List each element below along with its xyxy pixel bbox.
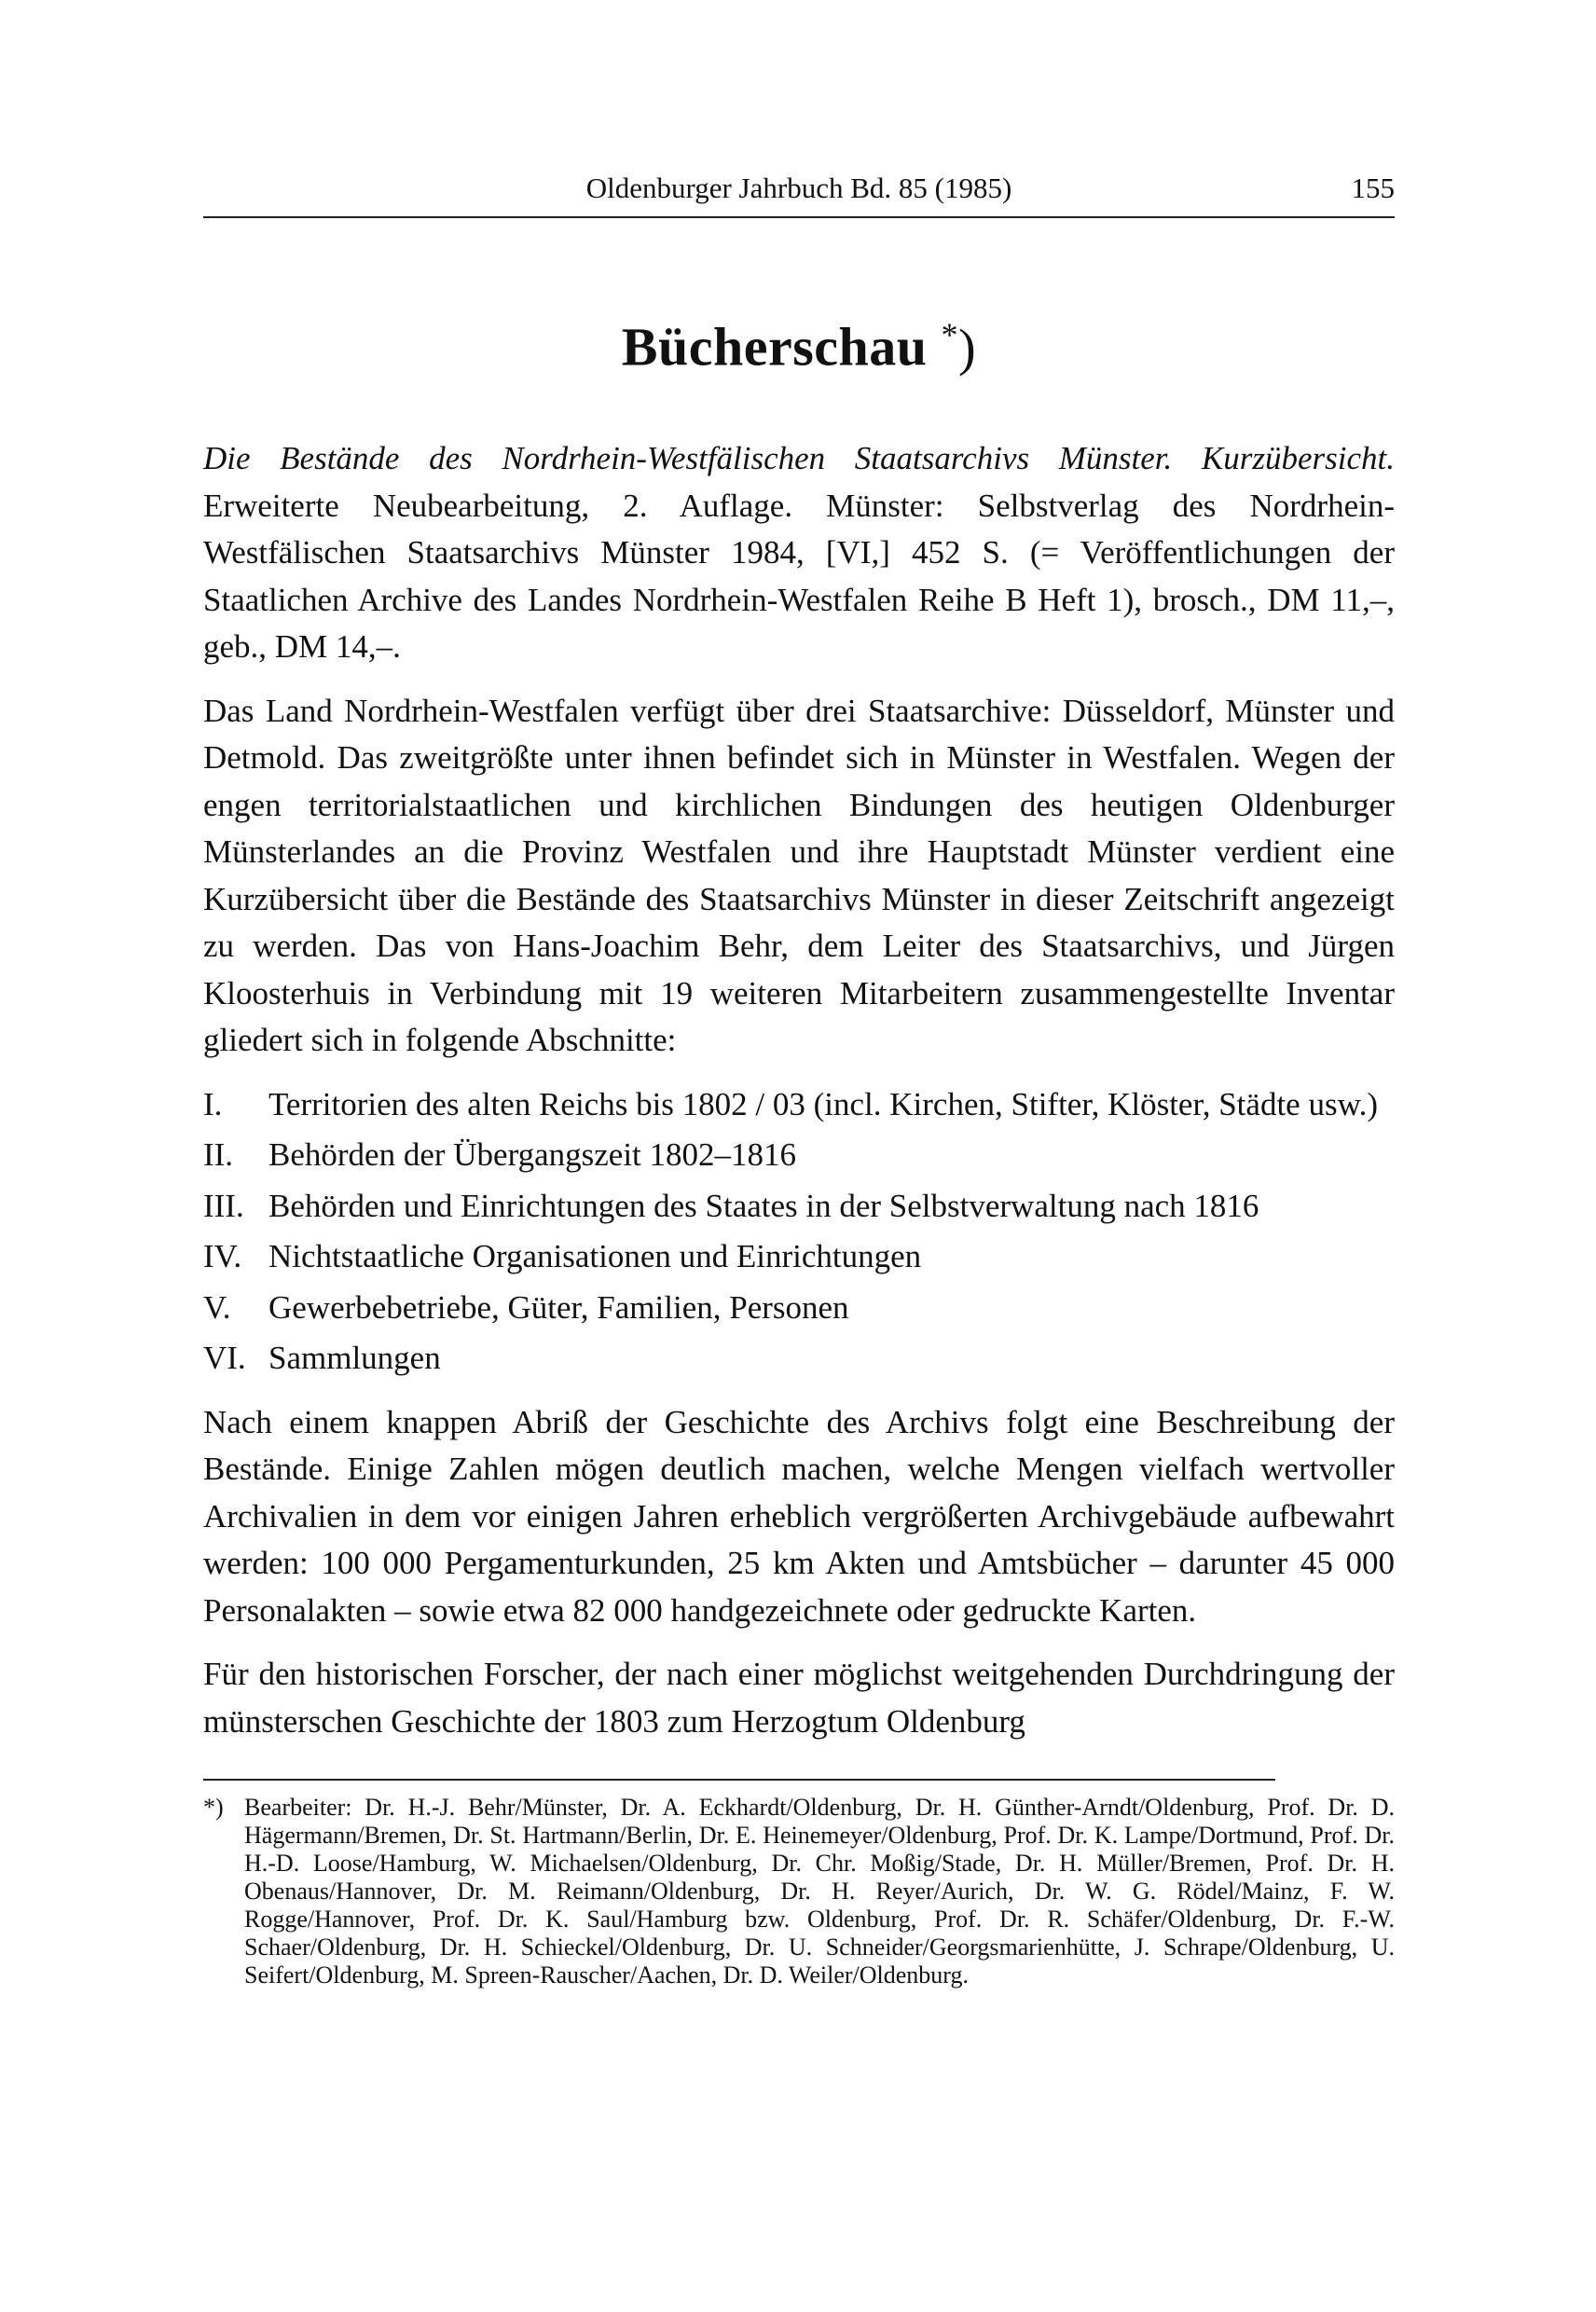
list-item: [203, 1081, 1395, 1129]
section-title: [203, 315, 1395, 378]
list-item-number: VI.: [203, 1340, 246, 1377]
list-item: [203, 1183, 1395, 1231]
list-item: [203, 1233, 1395, 1281]
list-item-number: III.: [203, 1187, 244, 1224]
page-number: 155: [1351, 172, 1395, 204]
list-item-text: Behörden und Einrichtungen des Staates in der Selbstverwaltung nach 1816: [268, 1187, 1259, 1224]
list-item-text: Nichtstaatliche Organisationen und Einrichtungen: [268, 1238, 922, 1275]
footnote-rule: [203, 1779, 1275, 1781]
list-item-text: Sammlungen: [268, 1340, 441, 1377]
section-title-text: Bücherschau: [621, 316, 928, 378]
footnote-text: Bearbeiter: Dr. H.-J. Behr/Münster, Dr. A. Eckhardt/Oldenburg, Dr. H. Günther-Arndt/Oldenburg, Prof. Dr. D. Hägermann/Bremen, Dr. St. Hartmann/Berlin, Dr. E. Heinemeyer/Oldenburg, Prof. Dr. K. Lampe/Dortmund, Prof. Dr. H.-D. Loose/Hamburg, W. Michaelsen/Oldenburg, Dr. Chr. Moßig/Stade, Dr. H. Müller/Bremen, Prof. Dr. H. Obenaus/Hannover, Dr. M. Reimann/Oldenburg, Dr. H. Reyer/Aurich, Dr. W. G. Rödel/Mainz, F. W. Rogge/Hannover, Prof. Dr. K. Saul/Hamburg bzw. Oldenburg, Prof. Dr. R. Schäfer/Oldenburg, Dr. F.-W. Schaer/Oldenburg, Dr. H. Schieckel/Oldenburg, Dr. U. Schneider/Georgsmarienhütte, J. Schrape/Oldenburg, U. Seifert/Oldenburg, M. Spreen-Rauscher/Aachen, Dr. D. Weiler/Oldenburg.: [244, 1794, 1395, 1989]
bibliographic-citation: [203, 435, 1395, 671]
list-item: [203, 1285, 1395, 1332]
list-item: [203, 1335, 1395, 1383]
footnote: [203, 1794, 1395, 1989]
footnote-mark: *): [203, 1794, 224, 1822]
list-item-number: I.: [203, 1085, 223, 1122]
citation-details: Erweiterte Neubearbeitung, 2. Auflage. Münster: Selbstverlag des Nordrhein-Westfälischen Staatsarchivs Münster 1984, [VI,] 452 S. (= Veröffentlichungen der Staatlichen Archive des Landes Nordrhein-Westfalen Reihe B Heft 1), brosch., DM 11,–, geb., DM 14,–.: [203, 487, 1395, 666]
list-item-text: Territorien des alten Reichs bis 1802 / 03 (incl. Kirchen, Stifter, Klöster, Städte usw.): [268, 1085, 1378, 1122]
archive-sections-list: [203, 1081, 1395, 1383]
footnote-reference-mark: *: [941, 316, 959, 353]
list-item-number: IV.: [203, 1238, 242, 1275]
paragraph-2: Nach einem knappen Abriß der Geschichte des Archivs folgt eine Beschreibung der Bestände. Einige Zahlen mögen deutlich machen, welche Mengen vielfach wertvoller Archivalien in dem vor einigen Jahren erheblich vergrößerten Archivgebäude aufbewahrt werden: 100 000 Pergamenturkunden, 25 km Akten und Amtsbücher – darunter 45 000 Personalakten – sowie etwa 82 000 handgezeichnete oder gedruckte Karten.: [203, 1403, 1395, 1629]
list-item: [203, 1132, 1395, 1179]
header-rule: [203, 216, 1395, 218]
list-item-number: II.: [203, 1136, 234, 1174]
list-item-text: Gewerbebetriebe, Güter, Familien, Personen: [268, 1288, 849, 1326]
footnote-reference-paren: ): [958, 319, 977, 378]
paragraph-3: Für den historischen Forscher, der nach einer möglichst weitgehenden Durchdringung der münsterschen Geschichte der 1803 zum Herzogtum Oldenburg: [203, 1656, 1395, 1740]
citation-title: Die Bestände des Nordrhein-Westfälischen Staatsarchivs Münster. Kurzübersicht.: [203, 440, 1395, 477]
running-header: [203, 168, 1395, 209]
document-page: [203, 168, 1395, 1989]
paragraph-1: Das Land Nordrhein-Westfalen verfügt über drei Staatsarchive: Düsseldorf, Münster und Detmold. Das zweitgrößte unter ihnen befindet sich in Münster in Westfalen. Wegen der engen territorialstaatlichen und kirchlichen Bindungen des heutigen Oldenburger Münsterlandes an die Provinz Westfalen und ihre Hauptstadt Münster verdient eine Kurzübersicht über die Bestände des Staatsarchivs Münster in dieser Zeitschrift angezeigt zu werden. Das von Hans-Joachim Behr, dem Leiter des Staatsarchivs, und Jürgen Kloosterhuis in Verbindung mit 19 weiteren Mitarbeitern zusammengestellte Inventar gliedert sich in folgende Abschnitte:: [203, 692, 1395, 1059]
list-item-text: Behörden der Übergangszeit 1802–1816: [268, 1136, 797, 1174]
journal-title: Oldenburger Jahrbuch Bd. 85 (1985): [585, 172, 1012, 204]
list-item-number: V.: [203, 1288, 231, 1326]
